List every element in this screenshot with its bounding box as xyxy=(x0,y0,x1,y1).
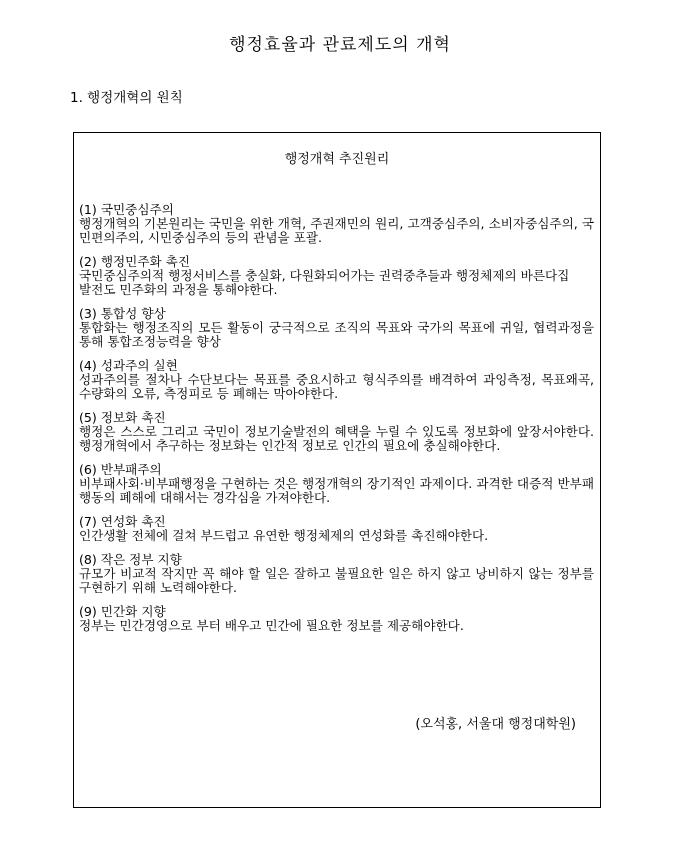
principle-body: 국민중심주의적 행정서비스를 충실화, 다원화되어가는 권력중추들과 행정체제의 바른다집 발전도 민주화의 과정을 통해야한다. xyxy=(79,268,570,297)
attribution: (오석홍, 서울대 행정대학원) xyxy=(415,717,576,732)
principle-heading: (3) 통합성 향상 xyxy=(79,306,166,321)
principle-heading: (7) 연성화 촉진 xyxy=(79,514,166,529)
principle-body: 행정개혁의 기본원리는 국민을 위한 개혁, 주권재민의 원리, 고객중심주의, 소비자중심주의, 국민편의주의, 시민중심주의 등의 관념을 포괄. xyxy=(79,216,594,245)
principle-heading: (4) 성과주의 실현 xyxy=(79,358,178,373)
principle-4 xyxy=(79,359,594,401)
principle-7 xyxy=(79,515,594,543)
principle-heading: (1) 국민중심주의 xyxy=(79,202,174,217)
principle-body: 행정은 스스로 그리고 국민이 정보기술발전의 혜택을 누릴 수 있도록 정보화에 앞장서야한다. 행정개혁에서 추구하는 정보화는 인간적 정보로 인간의 필요에 충실해야한다. xyxy=(79,424,594,453)
principle-body: 정부는 민간경영으로 부터 배우고 민간에 필요한 정보를 제공해야한다. xyxy=(79,618,464,633)
principles-list xyxy=(79,203,594,643)
principle-1 xyxy=(79,203,594,245)
principle-6 xyxy=(79,463,594,505)
principle-body: 인간생활 전체에 걸쳐 부드럽고 유연한 행정체제의 연성화를 촉진해야한다. xyxy=(79,528,489,543)
principle-body: 비부패사회·비부패행정을 구현하는 것은 행정개혁의 장기적인 과제이다. 과격한 대증적 반부패행동의 폐해에 대해서는 경각심을 가져야한다. xyxy=(79,476,594,505)
document-title: 행정효율과 관료제도의 개혁 xyxy=(229,35,451,55)
principle-body: 통합화는 행정조직의 모든 활동이 궁극적으로 조직의 목표와 국가의 목표에 귀일, 협력과정을 통해 통합조정능력을 향상 xyxy=(79,320,594,349)
principle-3 xyxy=(79,307,594,349)
principle-9 xyxy=(79,605,594,633)
principle-body: 규모가 비교적 작지만 꼭 해야 할 일은 잘하고 불필요한 일은 하지 않고 낭비하지 않는 정부를 구현하기 위해 노력해야한다. xyxy=(79,566,594,595)
principle-5 xyxy=(79,411,594,453)
principle-2 xyxy=(79,255,594,297)
principle-8 xyxy=(79,553,594,595)
principle-heading: (8) 작은 정부 지향 xyxy=(79,552,182,567)
principles-box xyxy=(73,132,601,808)
principle-body: 성과주의를 절차나 수단보다는 목표를 중요시하고 형식주의를 배격하여 과잉측정, 목표왜곡, 수량화의 오류, 측정피로 등 폐해는 막아야한다. xyxy=(79,372,594,401)
principle-heading: (9) 민간화 지향 xyxy=(79,604,166,619)
box-title: 행정개혁 추진원리 xyxy=(284,152,390,167)
section-heading: 1. 행정개혁의 원칙 xyxy=(70,90,183,106)
principle-heading: (5) 정보화 촉진 xyxy=(79,410,166,425)
principle-heading: (2) 행정민주화 촉진 xyxy=(79,254,191,269)
principle-heading: (6) 반부패주의 xyxy=(79,462,162,477)
